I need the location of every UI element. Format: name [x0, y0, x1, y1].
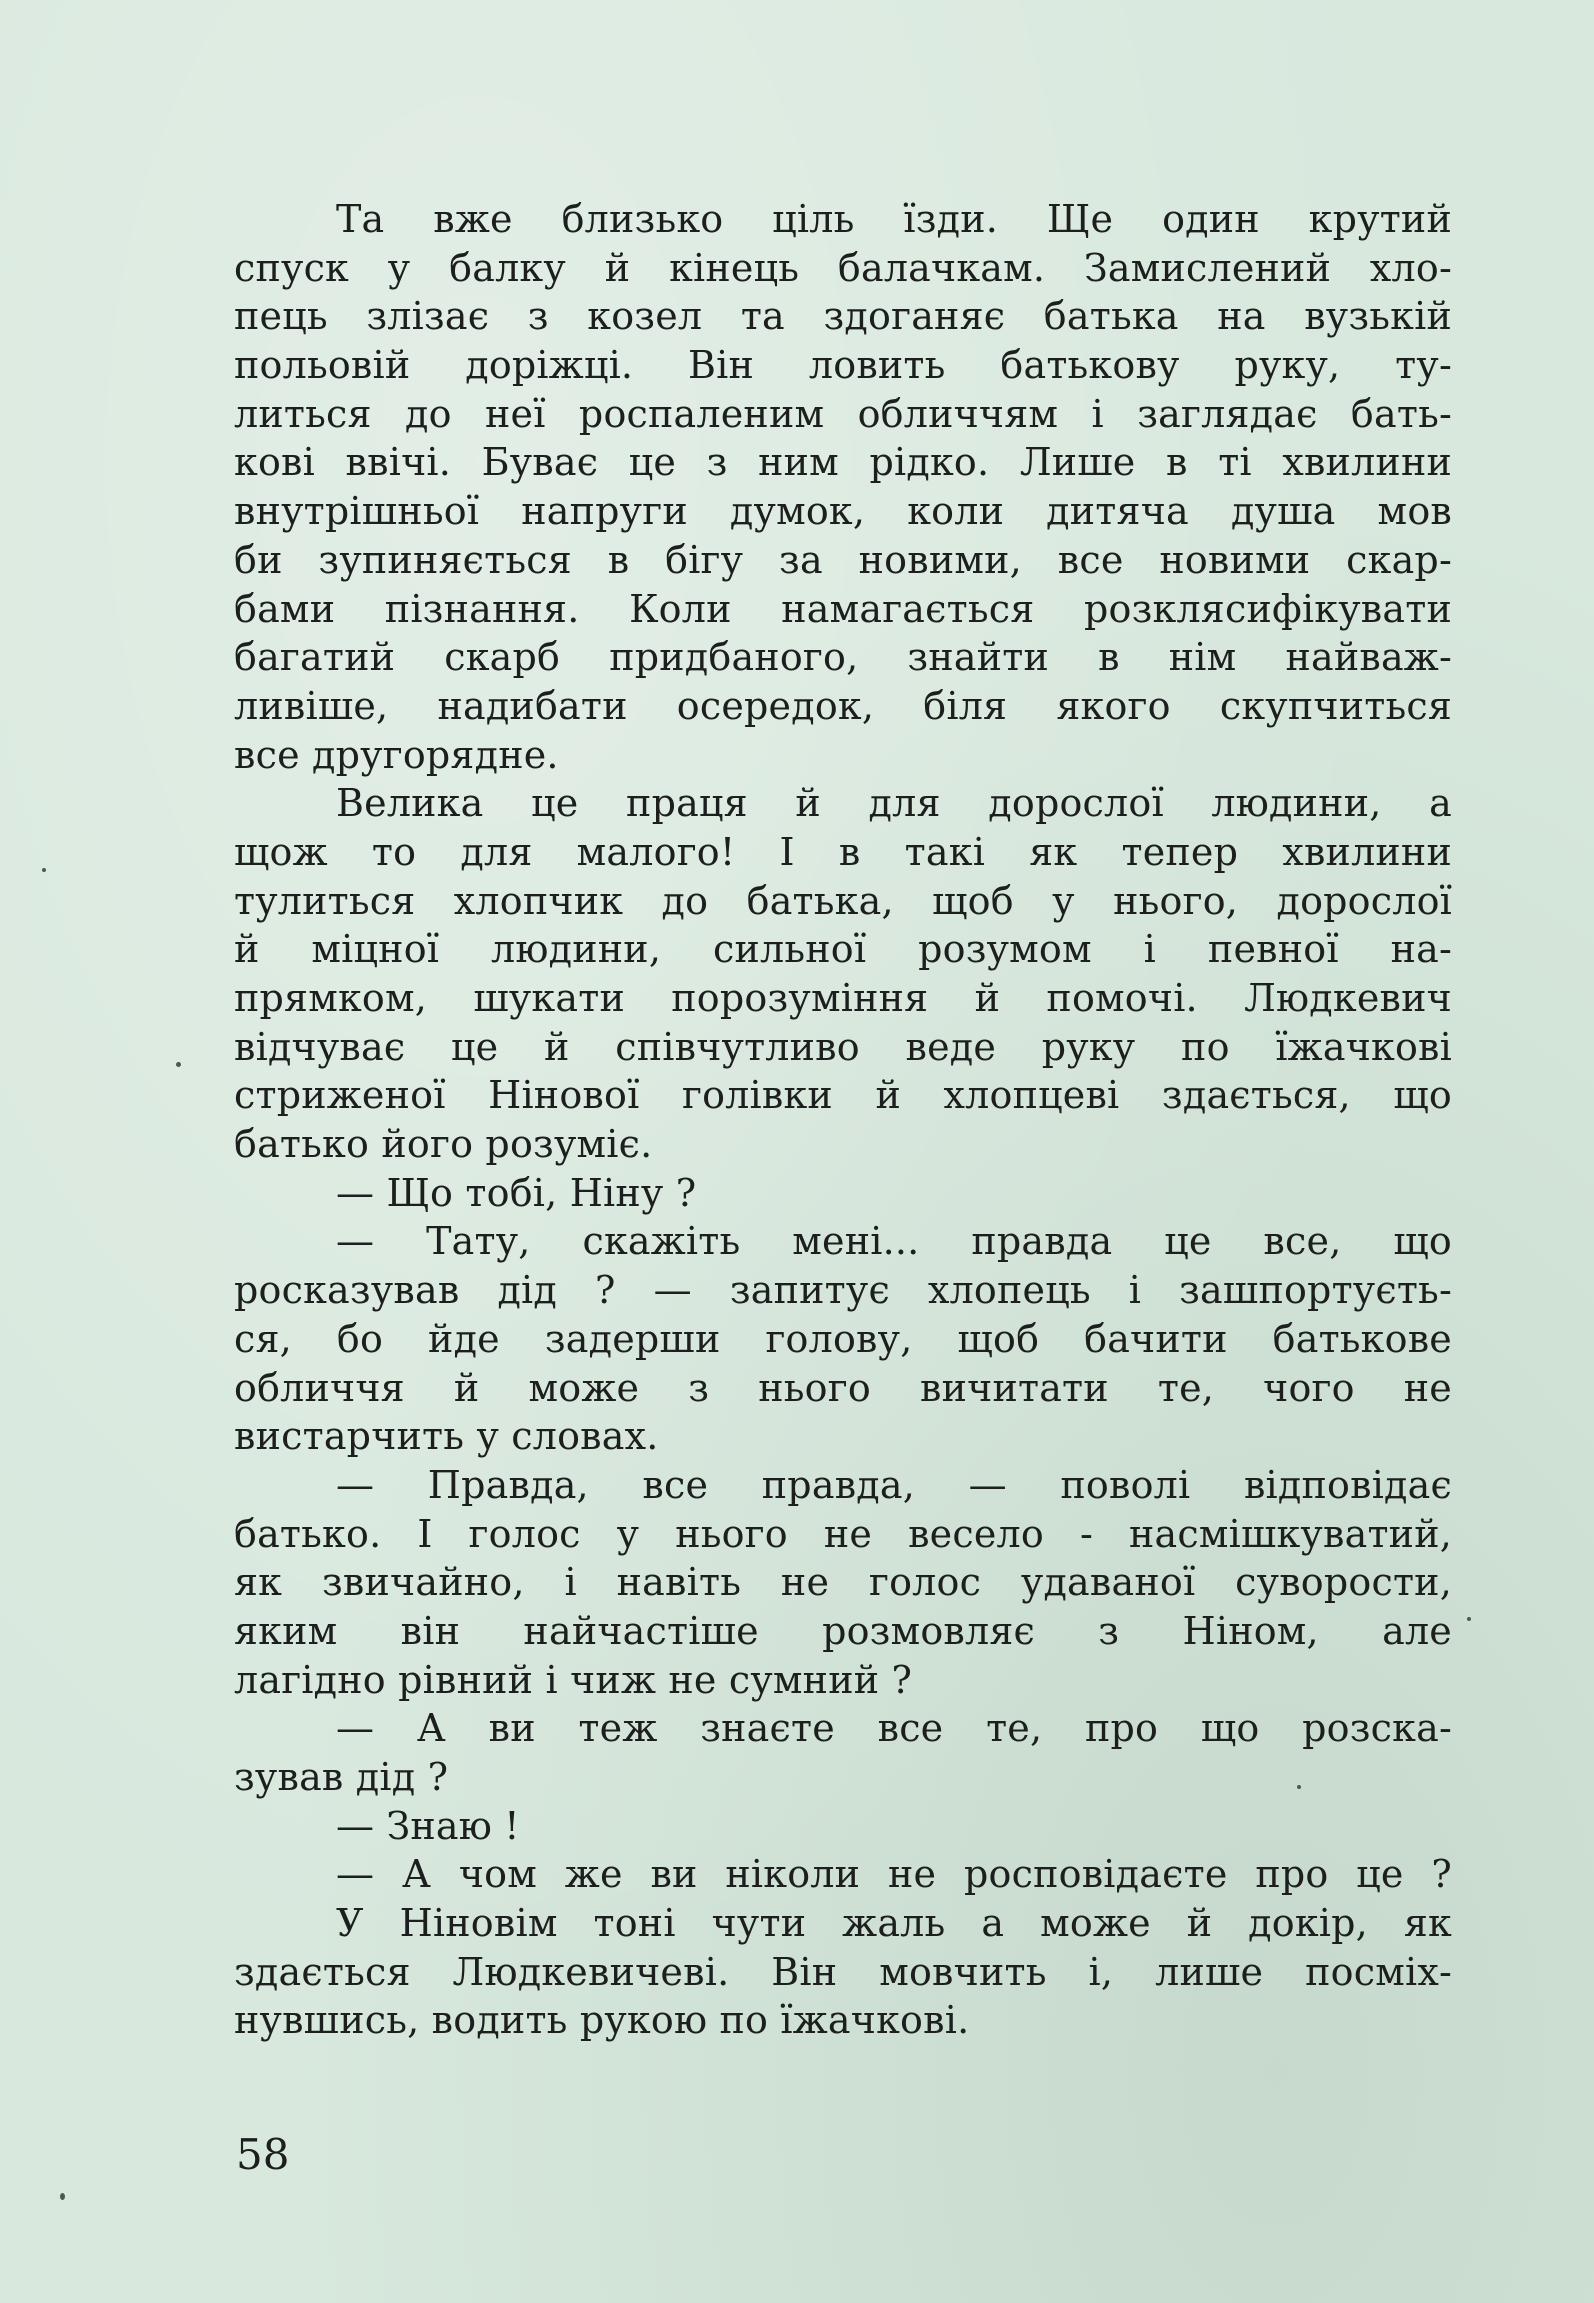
- text-line: литься до неї роспаленим обличчям і заглядає бать-: [234, 391, 1452, 436]
- text-line: здається Людкевичеві. Він мовчить і, лише посміх-: [234, 1949, 1452, 1994]
- text-line: — Тату, скажіть мені... правда це все, що: [336, 1219, 1452, 1264]
- text-line: батько. І голос у нього не весело - насмішкуватий,: [234, 1511, 1452, 1556]
- text-line: як звичайно, і навіть не голос удаваної суворости,: [234, 1560, 1452, 1605]
- text-line: зував дід ?: [234, 1755, 449, 1799]
- text-line: — Правда, все правда, — поволі відповідає: [336, 1462, 1452, 1507]
- text-line: багатий скарб придбаного, знайти в нім найваж-: [234, 635, 1452, 680]
- text-line: пець злізає з козел та здоганяє батька на вузькій: [234, 294, 1452, 339]
- text-line: й міцної людини, сильної розумом і певної на-: [234, 927, 1452, 972]
- text-line: спуск у балку й кінець балачкам. Замислений хло-: [234, 245, 1452, 290]
- text-line: — Знаю !: [336, 1803, 520, 1848]
- text-line: яким він найчастіше розмовляє з Ніном, але: [234, 1608, 1452, 1653]
- paper-speck: [1297, 1785, 1301, 1789]
- text-line: ливіше, надибати осередок, біля якого скупчиться: [234, 683, 1452, 728]
- text-line: Та вже близько ціль їзди. Ще один крутий: [336, 197, 1452, 241]
- paper-speck: [42, 868, 46, 872]
- text-line: вистарчить у словах.: [234, 1414, 659, 1459]
- text-line: бами пізнання. Коли намагається розклясифікувати: [234, 586, 1452, 631]
- text-line: обличчя й може з нього вичитати те, чого не: [234, 1365, 1452, 1410]
- text-line: прямком, шукати порозуміння й помочі. Людкевич: [234, 976, 1452, 1020]
- text-line: польовій доріжці. Він ловить батькову руку, ту-: [234, 343, 1452, 388]
- paper-speck: [60, 2193, 65, 2200]
- text-line: Велика це праця й для дорослої людини, а: [336, 781, 1452, 826]
- text-line: лагідно рівний і чиж не сумний ?: [234, 1657, 913, 1702]
- paper-speck: [1467, 1617, 1471, 1621]
- text-line: кові ввічі. Буває це з ним рідко. Лише в ті хвилини: [234, 440, 1452, 485]
- text-line: У Ніновім тоні чути жаль а може й докір, як: [336, 1901, 1452, 1946]
- text-line: тулиться хлопчик до батька, щоб у нього, дорослої: [234, 878, 1452, 923]
- text-line: — А чом же ви ніколи не росповідаєте про це ?: [336, 1852, 1452, 1897]
- text-line: все другорядне.: [234, 732, 559, 777]
- text-line: — А ви теж знаєте все те, про що розска-: [336, 1706, 1452, 1751]
- paper-speck: [176, 1062, 181, 1067]
- text-line: росказував дід ? — запитує хлопець і зашпортуєть-: [234, 1268, 1452, 1313]
- text-line: ся, бо йде задерши голову, щоб бачити батькове: [234, 1316, 1452, 1361]
- text-line: внутрішньої напруги думок, коли дитяча душа мов: [234, 489, 1452, 534]
- text-line: стриженої Нінової голівки й хлопцеві здається, що: [234, 1073, 1452, 1118]
- text-line: щож то для малого! І в такі як тепер хвилини: [234, 829, 1452, 874]
- text-line: батько його розуміє.: [234, 1122, 653, 1167]
- body-text: [234, 195, 1452, 2045]
- text-line: би зупиняється в бігу за новими, все новими скар-: [234, 537, 1452, 582]
- text-line: — Що тобі, Ніну ?: [336, 1170, 697, 1215]
- text-line: нувшись, водить рукою по їжачкові.: [234, 1998, 970, 2043]
- text-line: відчуває це й співчутливо веде руку по їжачкові: [234, 1024, 1452, 1069]
- page-number: 58: [236, 2130, 290, 2179]
